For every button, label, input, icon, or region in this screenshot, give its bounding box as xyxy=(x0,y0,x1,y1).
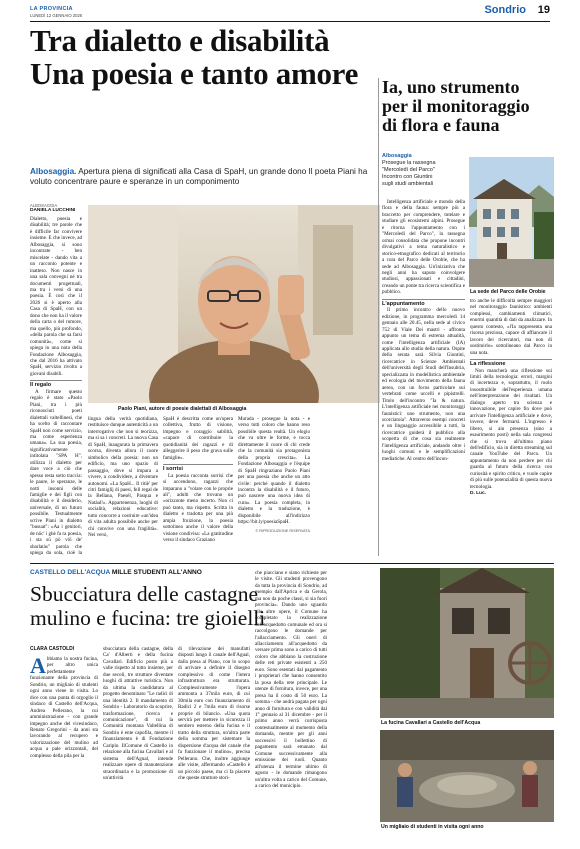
bottom-column-1 xyxy=(30,656,98,836)
bottom-divider xyxy=(30,563,554,564)
students-caption: Un migliaio di studenti in visita ogni anno xyxy=(381,824,484,830)
side-col2-p2: Non mancherà una riflessione sui limiti della tecnologia: errori, margini di incertezza e, soprattutto, il ruolo insostituibile dell'esperienza umana nell'interpretazione dei risultati. Un dialogo aperto tra scienza e innovazione, per capire fin dove può arrivare l'intelligenza artificiale e dove, invece, deve fermarsi. L'ingresso è libero, si ain presenza (sino a esaurimento posti) nella sala congressi che si trova all'ultimo piano dell'edificio, sia in diretta streaming sul canale YouTube del Parco. Un appuntamento da non perdere per chi guarda al futuro della ricerca con curiosità e spirito critico, e vuole capire di più sulle potenzialità di questa nuova tecnologia. xyxy=(470,367,552,490)
main-copyright: © RIPRODUZIONE RISERVATA xyxy=(255,528,310,533)
park-building-illustration xyxy=(469,157,554,287)
side-column-2 xyxy=(470,298,552,556)
side-col2-p1: tro anche le difficoltà sempre maggiori nel monitoraggio faunistico: ambienti complessi, cambiamenti climatici, enormi quantità di dati da analizzare. In questo contesto, «l'Ia rappresenta una risorsa preziosa, capace di affiancare il lavoro dei ricercatori, ma non di sostituirlo» sottolineano dal Parco in una nota. xyxy=(470,298,552,356)
side-column-1 xyxy=(382,199,465,554)
portrait-photo xyxy=(88,205,380,403)
side-subhead-riflessione: La riflessione xyxy=(470,359,552,367)
side-signature: D. Luc. xyxy=(470,491,486,497)
side-subhead-appuntamento: L'appuntamento xyxy=(382,299,465,307)
main-subhead-regalo: Il regalo xyxy=(30,380,82,388)
main-headline-line-2: Una poesia e tanto amore xyxy=(30,56,359,91)
main-byline xyxy=(30,203,90,213)
section-name: Sondrio xyxy=(484,4,526,16)
main-headline xyxy=(30,24,380,90)
column-divider xyxy=(378,78,379,556)
side-stand-4: sugli studi ambientali xyxy=(382,180,434,187)
main-column-1 xyxy=(30,216,82,556)
bottom-byline: CLARA CASTOLDI xyxy=(30,646,75,652)
side-col1-p1: Intelligenza artificiale e mondo della flora e della fauna: sempre più a braccetto per comprendere, tutelare e studiare gli ecosistemi alpini. Prosegue e ritorna l'appuntamento con i "Mercoledì del Parco", la rassegna ormai consolidata che propone incontri divulgativi a tema naturalistico e storico-etnografico dedicati al territorio a cura del Parco delle Orobie, che ha sede ad Albosaggia. Un'iniziativa che negli anni ha saputo coinvolgere studiosi, appassionati e cittadini, creando un ponte tra ricerca scientifica e pubblico. xyxy=(382,199,465,296)
bottom-tag-place: CASTELLO DELL'ACQUA xyxy=(30,569,111,576)
main-col3-p1: SpaH è descritta come un'opera collettiva, frutto di visione, impegno e coraggio sabilità, «capace di contribuire la quotidianità dei ragazzi e di alleggerire il peso che grava sulle famiglie». xyxy=(163,416,233,461)
side-standfirst xyxy=(382,153,462,188)
main-column-4 xyxy=(238,416,310,556)
students-photo xyxy=(380,730,554,822)
main-column-2 xyxy=(88,416,158,556)
main-standfirst xyxy=(30,167,380,188)
side-kicker: Albosaggia xyxy=(382,153,412,159)
side-stand-3: Incontro con Giuntini xyxy=(382,173,433,180)
bottom-headline-line-1: Sbucciatura delle castagne xyxy=(30,582,259,606)
issue-date: LUNEDÌ 12 GENNAIO 2026 xyxy=(30,13,83,18)
main-col4-p1: Murada - prosegue la nota - e verso tutti coloro che hanno reso possibile questa realtà. Un elogio che va oltre le forme, e tocca direttamente il cuore di chi crede che la comunità sia protagonista della propria crescita». La Fondazione Albosaggia e l'équipe di SpaH ringraziano Paolo Piani per una poesia che anche un atto civile: perché quando il dialetto incontra la disabilità e il futuro, può nascere una nuova idea di cura». La poesia completa, in dialetto e la traduzione, è disponibile all'indirizzo https://bit.ly/poesiaSpaH. xyxy=(238,416,310,526)
portrait-illustration xyxy=(88,205,380,403)
main-col1-p1: Dialetto, poesia e disabilità; tre parole che è difficile far convivere insieme. E che invece, ad Albosaggia, si sono incontrate - ben miscelate - dando vita a un racconto potente e inatteso. Non nasce in una sala convegni né tra documenti progettuali, ma tra i versi di una poesia. È così che il 2026 si è aperto alla Casa di SpaH, con un dono che non ha il valore della carta o del rumore, ma quello, più profondo, «della parola che sa farsi comunità», come si spiega in una nota della Fondazione Albosaggia, che dal 2016 ha attivato SpaH, servizio rivolto a giovani disabili. xyxy=(30,216,82,377)
main-col1-p2: A firmare questo regalo è stato «Paolo Piani, tra i più riconosciuti poeti dialettali valtellinesi, che ha scelto di raccontare SpaH non come servizio, ma come esperienza umana». La sua poesia, significativamente intitolata "SPA H", utilizza il dialetto per dare voce a ciò che spesso resta sotto traccia: le paure, le speranze, le notti insonni delle famiglie e dei figli con disabilità e il desiderio, universale, di un futuro possibile. Testualmente scrive Piani in dialetto "busuat": «Aa i genitori, de nöc' i ghè fa ra poesia, i sta sü pö vöi de' sbarlatàs" parola che spiega da sola, cioè la xyxy=(30,388,82,556)
main-kicker: Albosaggia. xyxy=(30,167,77,176)
bottom-col2-p1: sbucciatura della castagne, della Ca' d'Alberti e della fucina Cavallari. Edificio posto più a valle rispetto al tutto insieme, per due secoli, tre strutture diventate luoghi di attrattive turistica. Non da ultima la candidatura al progetto denominato "Le radici di una identità 2. Il mandamento di Sondrio - Laboratorio da scoprire, trasformazione, ricerca e comunicazione", di cui la Comunità montana Valtellina di Sondrio è ente capofila, mentre il finanziamento è di Fondazione Cariplo. IlComune di Castello in relazione alla fucina Cavallari e al sistema dell'Agual, intende realizzare opere di manutenzione straordinaria e la promozione di un'attività xyxy=(103,646,173,782)
side-stand-2: "Mercoledì del Parco" xyxy=(382,166,435,173)
main-headline-line-1: Tra dialetto e disabilità xyxy=(30,23,330,58)
students-illustration xyxy=(380,730,554,822)
bottom-tag-label: MILLE STUDENTI ALL'ANNO xyxy=(111,569,202,576)
main-byline-name: DANIELA LUCCHINI xyxy=(30,208,76,213)
park-building-caption: La sede del Parco delle Orobie xyxy=(470,289,546,295)
masthead-rule xyxy=(30,21,550,22)
forge-illustration xyxy=(380,568,554,718)
main-column-3 xyxy=(163,416,233,556)
bottom-col4-p1: che piacciano e siano richieste per le visite. Gli studenti provengono da tutta la provincia di Sondrio, ad esempio dall'Aprica e da Gerola, ma non da poche classi, si sia fuori provincia». Dando uno sguardo alle altre opere, il Comune ha completato la realizzazione dell'acquedotto comunale ed ora si raccolgono le domande per l'allacciamento. Gli oneri di allacciamento all'acquedotto da versare prima sono a carico di tutti coloro che abbiano la costruzione delle reti private esistenti a 250 euro. Sono esentati dal pagamento i proprietari che hanno consentito la posa della rete principale. Le utenze di fornitura, invece, per una presa ha il costo di 50 euro. La somma - che andrà pagata per ogni anno di fornitura e con validità dal 1° gennaio al 31 dicembre - per il primo anno verrà corrisposta contestualmente al momento della domanda, mentre per gli anni successivi il bollettino di pagamento sarà emanato dal Comune successivamente alla emissione dei ruoli. Quanto all'utenza il termine ultimo di agosto - le domande rimangono un'altra volta a carico del Comune, a carico del municipio. xyxy=(255,570,327,789)
main-standfirst-text: Apertura piena di significati alla Casa di SpaH, un grande dono Il poeta Piani ha voluto concentrare paure e speranze in un componimento xyxy=(30,167,368,187)
side-headline-line-3: di flora e fauna xyxy=(382,115,500,135)
bottom-dropcap: A xyxy=(30,656,46,678)
bottom-column-3 xyxy=(178,646,250,836)
main-subhead-sorrisi: I sorrisi xyxy=(163,464,233,472)
forge-caption: La fucina Cavallari a Castello dell'Acqua xyxy=(381,720,481,726)
bottom-col3-p1: di rilevazione dei manufatti disposti lungo il canale dell'Agual, dalla presa al Piano, con lo scopo di arrivare a definire il disegno complessivo di come l'intera infrastruttura era strutturata. Complessivamente l'opera ammonta a 37mila euro, di cui 30mila euro con finanziamento di Radici 2 e 7mila euro di risorse proprie di bilancio. «Una quota servirà per mettere in sicurezza il sentiero esterno della fucina e il tratto della struttura, un'altra parte della somma per sistemare la dispersione d'acqua del canale che fa funzionare il mulino», precisa Pellerano. Che, inoltre aggiunge alle visite, affermando «Castello è un piccolo paese, ma ci fa piacere che queste strutture stori- xyxy=(178,646,250,782)
main-col3-p2: La poesia racconta sorrisi che si accendono, ragazzi che imparano a "volare con le proprie ali", adulti che trovano un «orizzonte meno incerto. Non ci può tanto, ma rispetto. Scritta in dialetto e tradotta per una più ampia fruizione, la poesia sottolinea anche il valore della visione condivisa: «La gratitudine verso il sindaco Graziano xyxy=(163,472,233,544)
side-stand-1: Prosegue la rassegna xyxy=(382,159,436,166)
side-headline-line-2: per il monitoraggio xyxy=(382,96,530,116)
side-headline xyxy=(382,78,552,135)
park-building-photo xyxy=(469,157,554,287)
masthead xyxy=(30,4,550,20)
side-col1-p2: Il primo incontro dello nuovo edizione, in programma mercoledì 14 gennaio alle 20.45, nella sede al civico 752 di Viale Dei mastri - affronta appunto un tema di estrema attualità, come l'intelligenza artificiale (IA) applicata allo studio della natura. Ospite della serata sarà Silvia Giuntini, ricercatrice in Scienze Ambientali dell'università degli Studi dell'Insubria, specializzata in modellistica ambientale ed ecologia del movimento della fauna aerea, con un focus particolare sui vertebrati come uccelli e pipistrelli. Titolo dell'incontro "Ia & natura. L'intelligenza artificiale nei monitoraggi faunistici: uno strumento, non una scorciatoia". Attraverso esempi concreti e un linguaggio accessibile a tutti, la ricercatrice guiderà il pubblico alla scoperta di che cosa sia realmente l'intelligenza artificiale, andando oltre i luoghi comuni e le semplificazioni mediatiche. Al centro dell'incon- xyxy=(382,307,465,462)
bottom-headline-line-2: mulino e fucina: tre gioielli xyxy=(30,606,266,630)
main-col2-p1: lingua della verità quotidiana, restituisce dunque autenticità a un interrogativo che non si teorizza, ma si sa i concreti. La nuova Casa di SpaH, inaugurata la primavera scorsa, diventa allora il cuore simbolico della poesia: non un edificio, ma uno spazio di passaggio, dove si impara a vivere, a condividere, a diventare autonomi. «La SpaH... Il ritiè' per citri famiglij di paesi, fell regal de la Bellana, Paesél, Pasqua e Natàal!». Appartenenza, luoghi di socialità, relazioni educative: tutto concorre a costruire «un'idea di vita adulta possibile anche per chi convive con una fragilità». Nei versi, xyxy=(88,416,158,539)
bottom-column-4 xyxy=(255,570,327,836)
portrait-caption: Paolo Piani, autore di poesie dialettali di Albosaggia xyxy=(118,406,247,412)
bottom-column-2 xyxy=(103,646,173,836)
page-number: 19 xyxy=(537,4,550,16)
main-byline-place: ALBOSAGGIA xyxy=(30,203,58,208)
side-headline-line-1: Ia, uno strumento xyxy=(382,77,520,97)
paper-name: LA PROVINCIA xyxy=(30,6,73,12)
forge-photo xyxy=(380,568,554,718)
bottom-col1-text: bbiamo la nostra fucina, per altro unica perfettamente funzionante della provincia di Sondrio, un migliaio di studenti ogni anno viene in visita. Lo dice con una punta di orgoglio il sindaco di Castello dell'Acqua, Andrea Pellerano, la cui amministrazione - con grande impegno anche del vicesindaco, Renato Gregorini - da anni sta lavorando al recupero e valorizzazione del mulino ad acqua a pale orizzontali, del complesso della pila per la xyxy=(30,656,98,759)
